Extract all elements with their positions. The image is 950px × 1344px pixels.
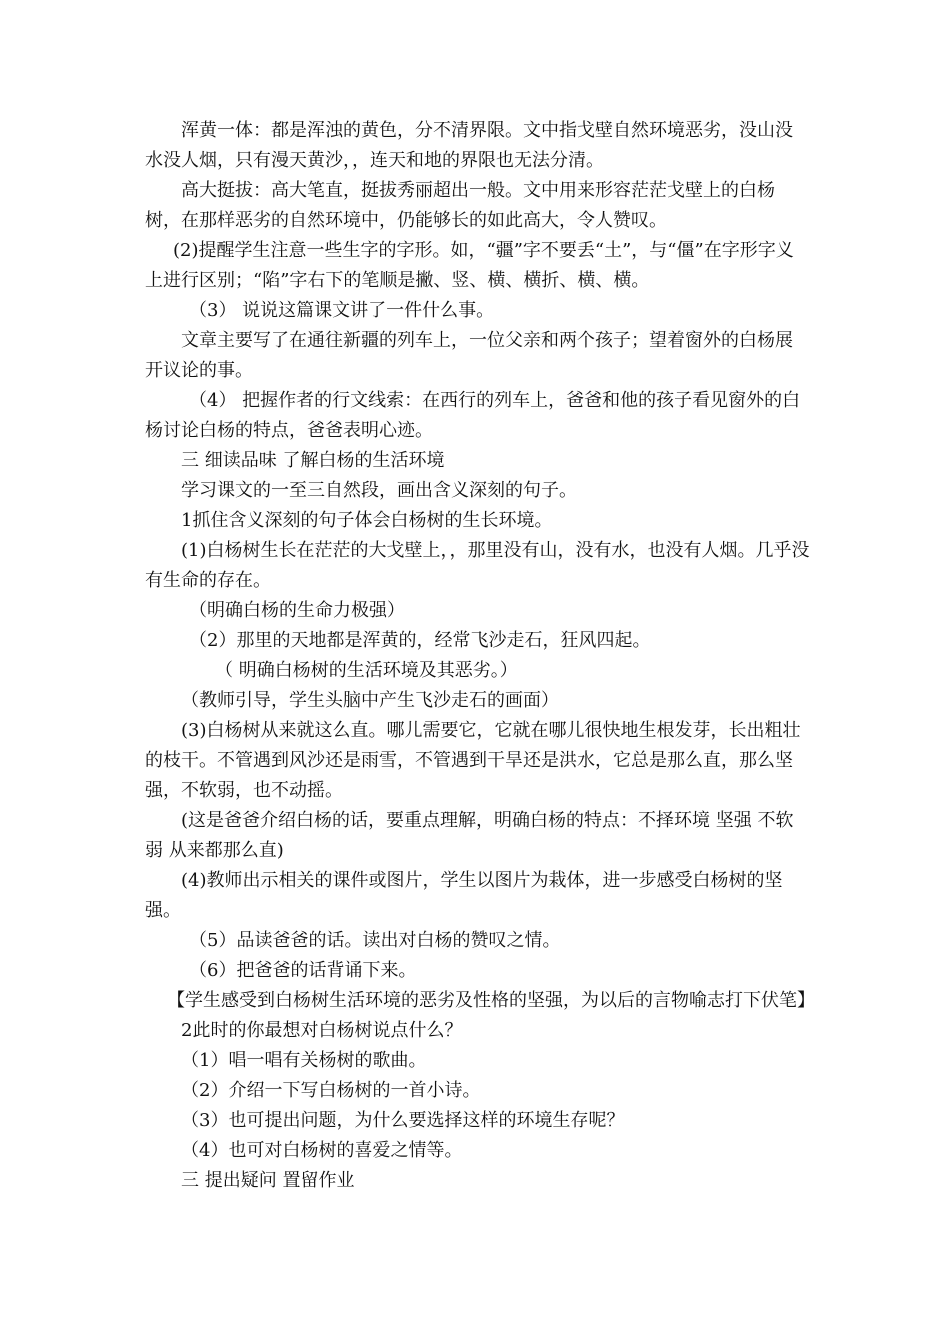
paragraph-term-gaoda: 高大挺拔：高大笔直，挺拔秀丽超出一般。文中用来形容茫茫戈壁上的白杨树，在那样恶劣的自然环境中，仍能够长的如此高大，令人赞叹。 xyxy=(145,180,775,231)
document-body xyxy=(145,116,815,1196)
paragraph-bracket-note: 【学生感受到白杨树生活环境的恶劣及性格的坚强，为以后的言物喻志打下伏笔】 xyxy=(167,990,815,1011)
paragraph-sentence-2: （2）那里的天地都是浑黄的，经常飞沙走石，狂风四起。 xyxy=(189,630,651,651)
section-heading-final: 三 提出疑问 置留作业 xyxy=(181,1170,355,1191)
paragraph-sentence-4: (4)教师出示相关的课件或图片，学生以图片为栽体，进一步感受白杨树的坚强。 xyxy=(145,870,783,921)
paragraph-note-3: （教师引导，学生头脑中产生飞沙走石的画面） xyxy=(181,690,559,711)
paragraph-sentence-3: (3)白杨树从来就这么直。哪儿需要它，它就在哪儿很快地生根发芽，长出粗壮的枝干。不管遇到风沙还是雨雪，不管遇到干旱还是洪水，它总是那么直，那么坚强，不软弱，也不动摇。 xyxy=(145,720,801,801)
paragraph-study-instruction: 学习课文的一至三自然段，画出含义深刻的句子。 xyxy=(181,480,577,501)
paragraph-note-1: （明确白杨的生命力极强） xyxy=(189,600,405,621)
paragraph-sentence-1: (1)白杨树生长在茫茫的大戈壁上，，那里没有山，没有水，也没有人烟。几乎没有生命的存在。 xyxy=(145,540,810,591)
paragraph-note-4: (这是爸爸介绍白杨的话，要重点理解，明确白杨的特点：不择环境 坚强 不软弱 从来都那么直) xyxy=(145,810,794,861)
paragraph-task-3: （3） 说说这篇课文讲了一件什么事。 xyxy=(189,300,495,321)
paragraph-item-5: （5）品读爸爸的话。读出对白杨的赞叹之情。 xyxy=(189,930,561,951)
paragraph-character-forms: (2)提醒学生注意一些生字的字形。如，“疆”字不要丢“土”，与“僵”在字形字义上进行区别；“陷”字右下的笔顺是撇、竖、横、横折、横、横。 xyxy=(145,240,794,291)
paragraph-option-1: （1）唱一唱有关杨树的歌曲。 xyxy=(181,1050,427,1071)
paragraph-point-1: 1抓住含义深刻的句子体会白杨树的生长环境。 xyxy=(181,510,553,531)
paragraph-term-hunhuang: 浑黄一体：都是浑浊的黄色，分不清界限。文中指戈壁自然环境恶劣，没山没水没人烟，只有漫天黄沙，，连天和地的界限也无法分清。 xyxy=(145,120,793,171)
section-heading-3: 三 细读品味 了解白杨的生活环境 xyxy=(181,450,445,471)
paragraph-task-4: （4） 把握作者的行文线索：在西行的列车上，爸爸和他的孩子看见窗外的白杨讨论白杨的特点，爸爸表明心迹。 xyxy=(145,390,801,441)
paragraph-option-2: （2）介绍一下写白杨树的一首小诗。 xyxy=(181,1080,481,1101)
paragraph-item-6: （6）把爸爸的话背诵下来。 xyxy=(189,960,417,981)
paragraph-point-2: 2此时的你最想对白杨树说点什么？ xyxy=(181,1020,463,1041)
paragraph-option-3: （3）也可提出问题，为什么要选择这样的环境生存呢？ xyxy=(181,1110,625,1131)
paragraph-summary: 文章主要写了在通往新疆的列车上，一位父亲和两个孩子；望着窗外的白杨展开议论的事。 xyxy=(145,330,793,381)
paragraph-option-4: （4）也可对白杨树的喜爱之情等。 xyxy=(181,1140,463,1161)
paragraph-note-2: （ 明确白杨树的生活环境及其恶劣。） xyxy=(215,660,518,681)
